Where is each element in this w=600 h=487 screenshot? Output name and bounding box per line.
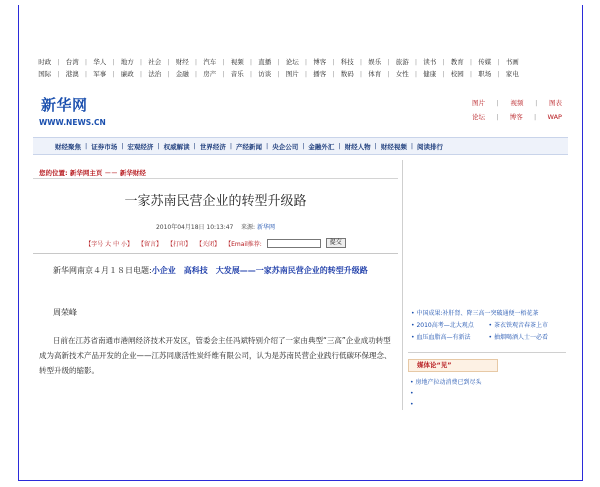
media-opinion-title: 媒体论“见”	[408, 359, 498, 372]
category-separator: |	[374, 142, 377, 150]
channel-link-14[interactable]: 读书	[423, 58, 437, 66]
category-link[interactable]: 财经人物	[344, 142, 371, 151]
toolbar-divider	[33, 253, 398, 254]
channel-link-13[interactable]: 旅游	[395, 58, 409, 66]
category-link[interactable]: 证券市场	[91, 142, 118, 151]
nav-separator: |	[414, 70, 418, 78]
channel-link-8[interactable]: 访谈	[258, 70, 272, 78]
nav-separator: |	[332, 70, 335, 78]
breadcrumb-home-link[interactable]: 新华网主页	[69, 169, 103, 177]
article-toolbar	[33, 237, 398, 249]
channel-link-8[interactable]: 直播	[258, 58, 272, 66]
font-size-mid[interactable]: 中	[113, 240, 120, 248]
channel-link-1[interactable]: 港澳	[65, 70, 79, 78]
column-divider	[402, 160, 403, 410]
category-separator: |	[410, 142, 414, 150]
quick-links	[472, 96, 562, 124]
quick-separator: |	[535, 99, 538, 107]
print-link[interactable]: 【打印】	[167, 240, 192, 248]
channel-link-13[interactable]: 女性	[395, 70, 409, 78]
nav-separator: |	[194, 58, 198, 66]
nav-separator: |	[497, 58, 500, 66]
nav-separator: |	[84, 58, 88, 66]
category-separator: |	[193, 142, 196, 150]
sidebar-link[interactable]: • 抽烟喝酒人士一必看	[489, 332, 567, 344]
category-link[interactable]: 阅读排行	[417, 142, 444, 151]
channel-link-15[interactable]: 校园	[450, 70, 464, 78]
quick-link[interactable]: WAP	[547, 113, 562, 121]
category-link[interactable]: 宏观经济	[127, 142, 154, 151]
nav-separator: |	[194, 70, 198, 78]
quick-link[interactable]: 图片	[472, 99, 485, 107]
channel-link-5[interactable]: 金融	[175, 70, 189, 78]
channel-link-0[interactable]: 国际	[38, 70, 52, 78]
nav-separator: |	[387, 58, 390, 66]
site-header	[33, 90, 568, 130]
nav-separator: |	[304, 58, 308, 66]
channel-link-9[interactable]: 图片	[285, 70, 299, 78]
article-lead	[39, 264, 394, 278]
channel-link-9[interactable]: 论坛	[285, 58, 299, 66]
category-link[interactable]: 央企公司	[272, 142, 299, 151]
channel-link-7[interactable]: 音乐	[230, 70, 244, 78]
article-body: 日前在江苏省南通市港闸经济技术开发区，管委会主任冯斌特别介绍了一家由典型“三高”企业成功转型成为高新技术产品开发的企业——江苏同康活性炭纤维有限公司，认为是苏南民营企业践行低碳环保理念、转型升级的缩影。	[39, 336, 392, 375]
nav-separator: |	[414, 58, 418, 66]
nav-separator: |	[359, 58, 363, 66]
quick-link[interactable]: 图表	[548, 99, 562, 107]
nav-separator: |	[139, 58, 143, 66]
channel-link-4[interactable]: 法治	[148, 70, 162, 78]
channel-link-1[interactable]: 台湾	[65, 58, 79, 66]
breadcrumb-section-link[interactable]: 新华财经	[119, 169, 146, 177]
breadcrumb	[39, 168, 146, 177]
quick-link[interactable]: 博客	[509, 113, 523, 121]
article-source[interactable]: 新华网	[257, 224, 276, 231]
channel-link-5[interactable]: 财经	[175, 58, 189, 66]
category-link[interactable]: 世界经济	[199, 142, 226, 151]
sidebar-divider	[408, 352, 566, 353]
sidebar-link-row	[411, 320, 566, 332]
channel-link-11[interactable]: 数码	[340, 70, 354, 78]
article-title: 一家苏南民营企业的转型升级路	[124, 194, 307, 209]
quick-links-row-1	[472, 96, 562, 110]
breadcrumb-divider	[33, 178, 398, 179]
channel-link-17[interactable]: 家电	[505, 70, 519, 78]
sidebar-ad-links	[411, 308, 566, 344]
nav-separator: |	[387, 70, 390, 78]
font-size-small[interactable]: 小】	[121, 240, 134, 248]
quick-separator: |	[496, 113, 499, 121]
close-link[interactable]: 【关闭】	[196, 240, 221, 248]
nav-separator: |	[469, 70, 473, 78]
quick-link[interactable]: 论坛	[472, 113, 485, 121]
category-link[interactable]: 产经新闻	[236, 142, 263, 151]
nav-separator: |	[497, 70, 500, 78]
nav-separator: |	[139, 70, 143, 78]
channel-link-7[interactable]: 视频	[230, 58, 244, 66]
breadcrumb-separator: －－	[104, 169, 118, 177]
site-logo[interactable]: 新华网	[41, 96, 88, 114]
finance-category-bar	[33, 137, 568, 155]
channel-link-12[interactable]: 体育	[368, 70, 382, 78]
category-link[interactable]: 金融外汇	[308, 142, 335, 151]
nav-separator: |	[442, 70, 445, 78]
category-separator: |	[338, 142, 341, 150]
article-author: 周荣峰	[53, 308, 77, 317]
nav-separator: |	[112, 58, 115, 66]
sidebar-link-row	[411, 308, 566, 320]
sidebar-link[interactable]: • 茶衣铁观音春茶上市	[489, 320, 567, 332]
channel-link-6[interactable]: 汽车	[203, 58, 217, 66]
quick-separator: |	[534, 113, 537, 121]
media-opinion-list	[410, 377, 565, 410]
category-link[interactable]: 财经聚焦	[55, 142, 81, 151]
category-link[interactable]: 权威解读	[163, 142, 190, 151]
quick-link[interactable]: 视频	[510, 99, 524, 107]
email-input[interactable]	[267, 239, 321, 248]
sidebar-link[interactable]: • 2010高考—北大观点	[411, 320, 489, 332]
category-separator: |	[121, 142, 124, 150]
channel-link-6[interactable]: 房产	[203, 70, 217, 78]
channel-link-10[interactable]: 播客	[313, 70, 327, 78]
nav-separator: |	[442, 58, 445, 66]
channel-link-12[interactable]: 娱乐	[368, 58, 382, 66]
breadcrumb-label: 您的位置:	[39, 169, 68, 177]
nav-separator: |	[167, 70, 170, 78]
article-meta	[33, 222, 398, 231]
channel-link-3[interactable]: 廉政	[120, 70, 134, 78]
quick-links-row-2	[472, 110, 562, 124]
nav-separator: |	[167, 58, 170, 66]
nav-separator: |	[304, 70, 308, 78]
media-opinion-link	[410, 399, 565, 410]
channel-link-4[interactable]: 社会	[148, 58, 162, 66]
channel-link-3[interactable]: 地方	[120, 58, 134, 66]
font-size-big[interactable]: 大	[105, 240, 112, 248]
media-opinion-link	[410, 388, 565, 399]
lead-headline-link[interactable]: 小企业 高科技 大发展——一家苏南民营企业的转型升级路	[151, 266, 368, 275]
nav-separator: |	[84, 70, 88, 78]
site-url[interactable]: WWW.NEWS.CN	[39, 118, 106, 127]
top-channel-nav	[33, 56, 568, 84]
channel-link-15[interactable]: 教育	[450, 58, 464, 66]
channel-link-16[interactable]: 传媒	[478, 58, 492, 66]
article-date: 2010年04月18日 10:13:47	[155, 224, 234, 231]
channel-link-0[interactable]: 时政	[38, 58, 52, 66]
nav-separator: |	[112, 70, 115, 78]
comment-link[interactable]: 【留言】	[138, 240, 163, 248]
nav-separator: |	[57, 70, 60, 78]
nav-separator: |	[277, 58, 280, 66]
nav-separator: |	[332, 58, 335, 66]
channel-link-2[interactable]: 军事	[93, 70, 107, 78]
category-separator: |	[229, 142, 233, 150]
channel-link-11[interactable]: 科技	[340, 58, 354, 66]
email-label: 【Email推荐:	[225, 240, 262, 248]
nav-separator: |	[57, 58, 60, 66]
category-separator: |	[302, 142, 305, 150]
submit-button[interactable]: 提交	[326, 238, 346, 248]
lead-dateline: 新华网南京４月１８日电题:	[53, 266, 152, 275]
nav-separator: |	[469, 58, 473, 66]
nav-separator: |	[249, 70, 253, 78]
channel-link-17[interactable]: 书画	[505, 58, 519, 66]
category-separator: |	[266, 142, 269, 150]
sidebar-link[interactable]: • 血压血脂高—有新法	[411, 332, 489, 344]
category-separator: |	[157, 142, 160, 150]
channel-link-14[interactable]: 健康	[423, 70, 437, 78]
channel-link-2[interactable]: 华人	[93, 58, 107, 66]
nav-separator: |	[222, 58, 225, 66]
media-opinion-link[interactable]: • 房地产拉动消费已到尽头	[410, 377, 565, 388]
font-size-text: 【字号	[85, 240, 104, 248]
nav-separator: |	[359, 70, 363, 78]
font-size-label	[85, 239, 133, 248]
nav-separator: |	[222, 70, 225, 78]
quick-separator: |	[496, 99, 499, 107]
channel-row-2	[33, 68, 568, 80]
sidebar-link-row	[411, 332, 566, 344]
channel-link-16[interactable]: 职场	[478, 70, 492, 78]
channel-row-1	[33, 56, 568, 68]
channel-link-10[interactable]: 博客	[313, 58, 327, 66]
nav-separator: |	[249, 58, 253, 66]
sidebar-link[interactable]: • 中国成果:补肝肾、降三高一突破通便一梧花茶	[411, 308, 566, 320]
category-separator: |	[85, 142, 88, 150]
category-link[interactable]: 财经视频	[380, 142, 407, 151]
article-source-label: 来源:	[241, 224, 256, 231]
nav-separator: |	[277, 70, 280, 78]
